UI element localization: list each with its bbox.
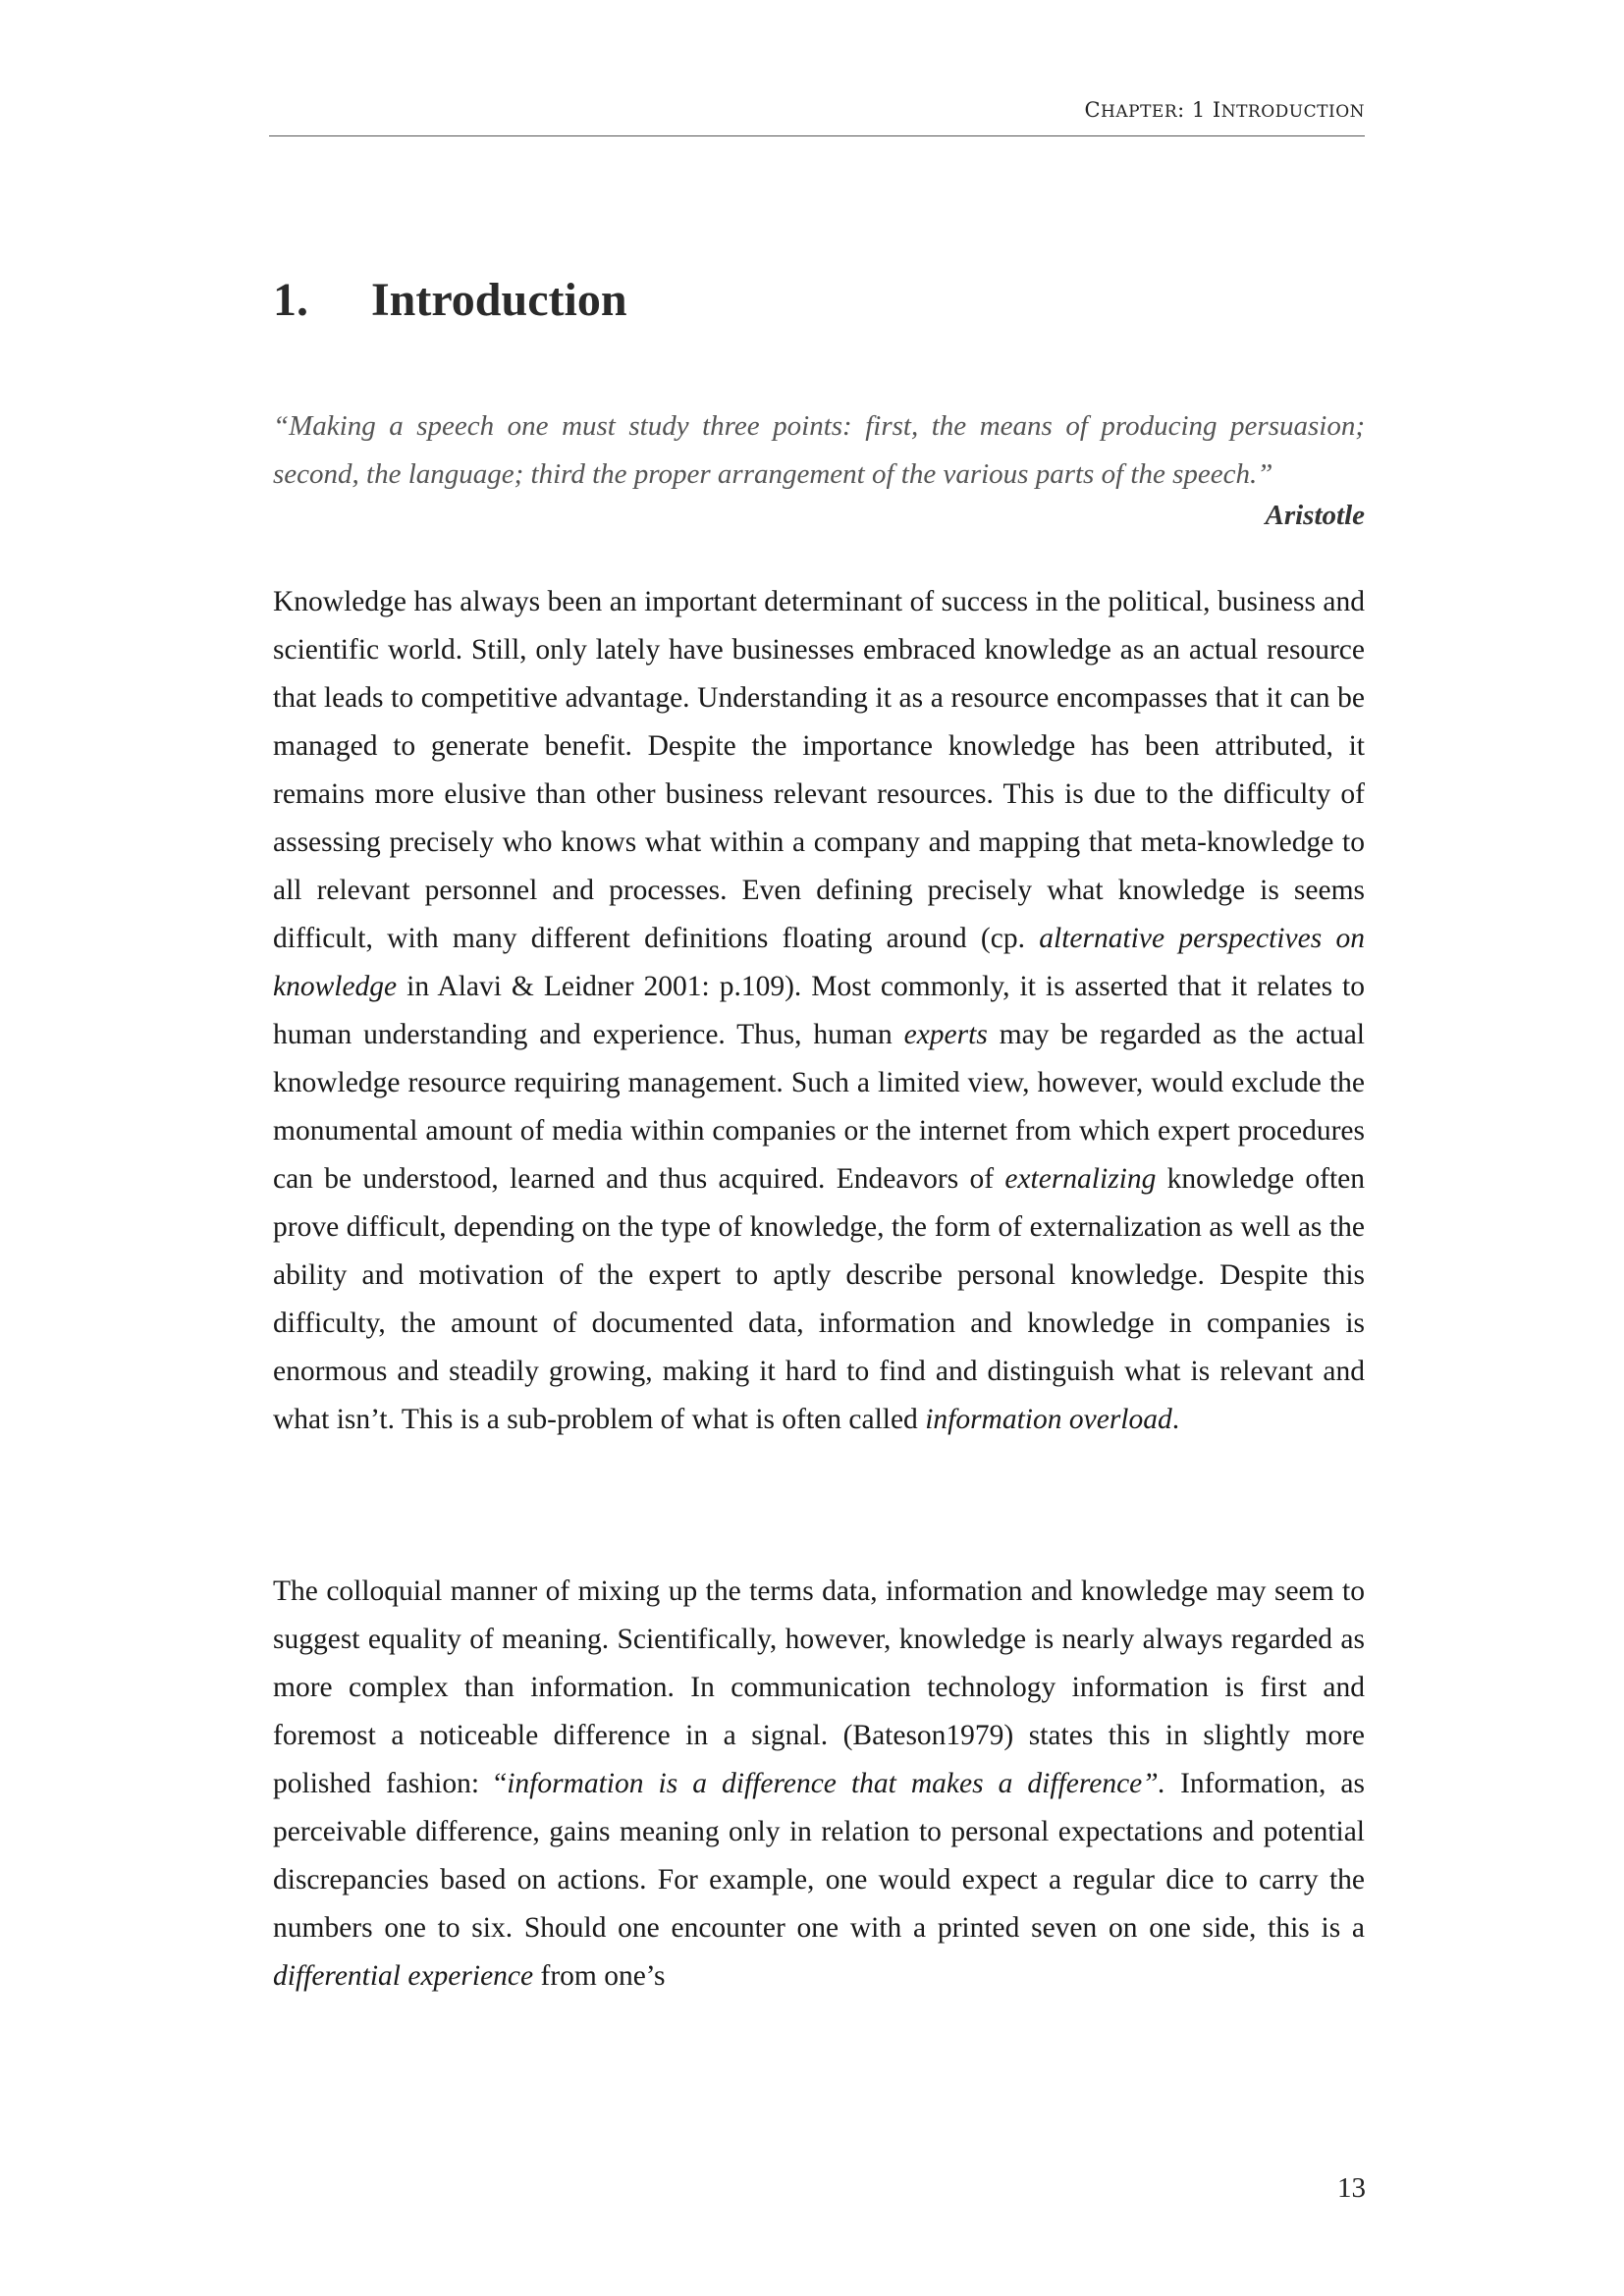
- paragraph-text: Information, as perceivable difference, gains meaning only in relation to personal expectations and potential discrepancies based on actions. For example, one would expect a regular dice to carry the numbers one to six. Should one encounter one with a printed seven on one side, this is a: [273, 1768, 1365, 1944]
- paragraph-text: may be regarded as the actual knowledge resource requiring management. Such a limited view, however, would exclude the monumental amount of media within companies or the internet from which expert procedures can be understood, learned and thus acquired. Endeavors of: [273, 1019, 1365, 1195]
- header-chapter-number: : 1: [1177, 98, 1213, 122]
- header-chapter-cap: C: [1084, 98, 1102, 122]
- body-paragraph-2: [273, 1568, 1365, 2001]
- chapter-title: Introduction: [371, 274, 627, 326]
- emphasis-text: differential experience: [273, 1960, 534, 1992]
- epigraph-author: Aristotle: [1265, 500, 1365, 531]
- paragraph-text: in Alavi & Leidner 2001: p.109). Most commonly, it is asserted that it relates to human understanding and experience. Thus, human: [273, 971, 1365, 1050]
- paragraph-text: The colloquial manner of mixing up the terms data, information and knowledge may seem to suggest equality of meaning. Scientifically, however, knowledge is nearly always regarded as more complex than information. In communication technology information is first and foremost a noticeable difference in a signal. (Bateson1979) states this in slightly more polished fashion: “: [273, 1575, 1365, 1799]
- header-section-cap: I: [1212, 98, 1221, 122]
- header-chapter-rest: HAPTER: [1101, 102, 1178, 122]
- body-paragraph-1: [273, 578, 1365, 1444]
- emphasis-text: information overload: [925, 1404, 1172, 1435]
- emphasis-text: alternative perspectives on knowledge: [273, 923, 1365, 1002]
- emphasis-text: information is a difference that makes a difference”.: [507, 1768, 1166, 1799]
- paragraph-text: from one’s: [533, 1960, 666, 1992]
- epigraph-quote: “Making a speech one must study three points: first, the means of producing persuasion; second, the language; third the proper arrangement of the various parts of the speech.”: [273, 410, 1365, 490]
- paragraph-text: .: [1171, 1404, 1180, 1435]
- chapter-heading: [273, 273, 627, 327]
- emphasis-text: experts: [903, 1019, 988, 1050]
- running-header: [269, 98, 1365, 136]
- chapter-number: 1.: [273, 274, 308, 326]
- paragraph-text: knowledge often prove difficult, depending on the type of knowledge, the form of externalization as well as the ability and motivation of the expert to aptly describe personal knowledge. Despite this difficulty, the amount of documented data, information and knowledge in companies is enormous and steadily growing, making it hard to find and distinguish what is relevant and what isn’t. This is a sub-problem of what is often called: [273, 1163, 1365, 1435]
- header-section-rest: NTRODUCTION: [1220, 102, 1365, 122]
- emphasis-text: externalizing: [1004, 1163, 1157, 1195]
- paragraph-text: Knowledge has always been an important determinant of success in the political, business and scientific world. Still, only lately have businesses embraced knowledge as an actual resource that leads to competitive advantage. Understanding it as a resource encompasses that it can be managed to generate benefit. Despite the importance knowledge has been attributed, it remains more elusive than other business relevant resources. This is due to the difficulty of assessing precisely who knows what within a company and mapping that meta-knowledge to all relevant personnel and processes. Even defining precisely what knowledge is seems difficult, with many different definitions floating around (cp.: [273, 586, 1365, 954]
- page-number: 13: [1337, 2172, 1366, 2204]
